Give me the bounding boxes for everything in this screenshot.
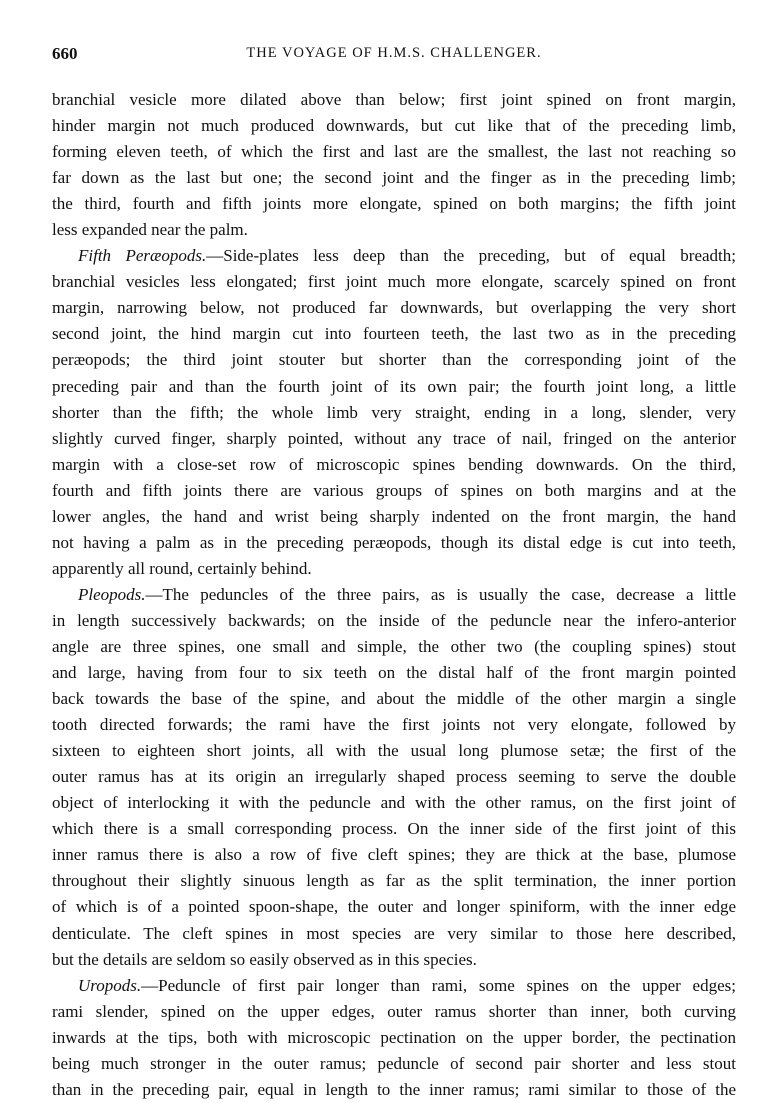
text-line: back towards the base of the spine, and about the middle of the other margin a single [52, 689, 736, 709]
text-line: denticulate. The cleft spines in most species are very similar to those here described, [52, 923, 736, 943]
text-line: which there is a small corresponding process. On the inner side of the first joint of this [52, 819, 736, 839]
page-number: 660 [52, 44, 78, 63]
text-line: Uropods.—Peduncle of first pair longer than rami, some spines on the upper edges; [78, 975, 736, 995]
text-line: Pleopods.—The peduncles of the three pairs, as is usually the case, decrease a little [78, 584, 736, 604]
text-line: angle are three spines, one small and simple, the other two (the coupling spines) stout [52, 636, 736, 656]
text-line: but the details are seldom so easily observed as in this species. [52, 949, 477, 969]
text-line: and large, having from four to six teeth on the distal half of the front margin pointed [52, 663, 736, 683]
text-line: preceding pair and than the fourth joint of its own pair; the fourth joint long, a little [52, 376, 736, 396]
text-line: of which is of a pointed spoon-shape, the outer and longer spiniform, with the inner edge [52, 897, 736, 917]
running-header [52, 44, 736, 68]
text-line: branchial vesicles less elongated; first joint much more elongate, scarcely spined on front [52, 272, 736, 292]
text-line: object of interlocking it with the peduncle and with the other ramus, on the first joint of [52, 793, 736, 813]
text-line: apparently all round, certainly behind. [52, 558, 312, 578]
text-line: far down as the last but one; the second joint and the finger as in the preceding limb; [52, 168, 736, 188]
text-line: rami slender, spined on the upper edges, outer ramus shorter than inner, both curving [52, 1001, 736, 1021]
text-line: outer ramus has at its origin an irregularly shaped process seeming to serve the double [52, 767, 736, 787]
text-line: tooth directed forwards; the rami have the first joints not very elongate, followed by [52, 715, 736, 735]
text-line: hinder margin not much produced downwards, but cut like that of the preceding limb, [52, 116, 736, 136]
text-line: slightly curved finger, sharply pointed, without any trace of nail, fringed on the anterior [52, 428, 736, 448]
text-line: shorter than the fifth; the whole limb very straight, ending in a long, slender, very [52, 402, 736, 422]
text-line: less expanded near the palm. [52, 220, 248, 240]
section-heading: Uropods. [78, 975, 142, 995]
paragraph [52, 243, 736, 582]
section-heading: Pleopods. [78, 584, 146, 604]
text-line: Fifth Peræopods.—Side-plates less deep than the preceding, but of equal breadth; [78, 246, 736, 266]
text-line: not having a palm as in the preceding peræopods, though its distal edge is cut into teeth, [52, 532, 736, 552]
running-title: THE VOYAGE OF H.M.S. CHALLENGER. [246, 45, 542, 61]
paragraph [52, 973, 736, 1103]
paragraph [52, 87, 736, 243]
text-line: lower angles, the hand and wrist being sharply indented on the front margin, the hand [52, 506, 736, 526]
text-line: sixteen to eighteen short joints, all with the usual long plumose setæ; the first of the [52, 741, 736, 761]
text-line: branchial vesicle more dilated above than below; first joint spined on front margin, [52, 90, 736, 109]
text-line: second joint, the hind margin cut into fourteen teeth, the last two as in the preceding [52, 324, 736, 344]
text-line: throughout their slightly sinuous length as far as the split termination, the inner portion [52, 871, 736, 891]
text-line: in length successively backwards; on the inside of the peduncle near the infero-anterior [52, 610, 736, 630]
text-line: margin with a close-set row of microscopic spines bending downwards. On the third, [52, 454, 736, 474]
text-line: than in the preceding pair, equal in length to the inner ramus; rami similar to those of the [52, 1079, 736, 1099]
text-line: peræopods; the third joint stouter but shorter than the corresponding joint of the [52, 350, 736, 370]
text-line: fourth and fifth joints there are various groups of spines on both margins and at the [52, 480, 736, 500]
text-line: inner ramus there is also a row of five cleft spines; they are thick at the base, plumose [52, 845, 736, 865]
text-line: the third, fourth and fifth joints more elongate, spined on both margins; the fifth joint [52, 194, 736, 214]
body-text [52, 87, 736, 1103]
paragraph [52, 582, 736, 973]
section-heading: Fifth Peræopods. [78, 246, 207, 266]
text-line: inwards at the tips, both with microscopic pectination on the upper border, the pectination [52, 1027, 736, 1047]
text-line: being much stronger in the outer ramus; peduncle of second pair shorter and less stout [52, 1053, 736, 1073]
text-line: forming eleven teeth, of which the first and last are the smallest, the last not reaching so [52, 142, 736, 162]
text-line: margin, narrowing below, not produced far downwards, but overlapping the very short [52, 298, 736, 318]
